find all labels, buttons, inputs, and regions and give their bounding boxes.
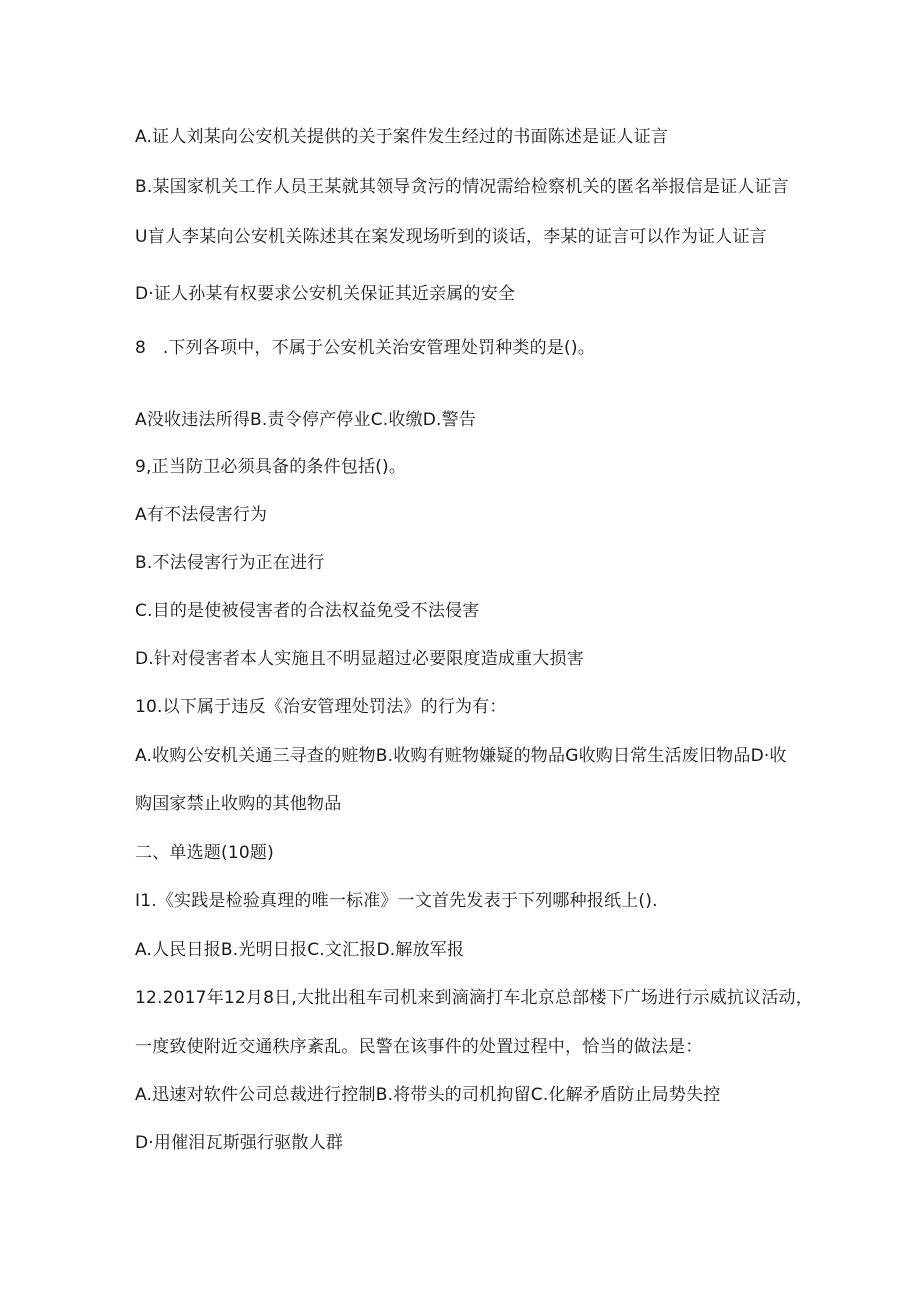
question-12-continued: 一度致使附近交通秩序紊乱。民警在该事件的处置过程中，恰当的做法是：: [135, 1037, 703, 1057]
options-q11: A.人民日报B.光明日报C.文汇报D.解放军报: [135, 940, 465, 960]
question-11: I1.《实践是检验真理的唯一标准》一文首先发表于下列哪种报纸上().: [135, 891, 658, 911]
option-a-q7: A.证人刘某向公安机关提供的关于案件发生经过的书面陈述是证人证言: [135, 127, 669, 147]
options-q8: A没收违法所得B.责令停产停业C.收缴D.警告: [135, 410, 477, 430]
option-d-q12: D·用催泪瓦斯强行驱散人群: [135, 1133, 344, 1153]
section-heading: 二、单选题(10题): [135, 843, 274, 863]
options-q10-continued: 购国家禁止收购的其他物品: [135, 794, 342, 814]
question-12: 12.2017年12月8日,大批出租车司机来到滴滴打车北京总部楼下广场进行示威抗议活动，: [135, 988, 813, 1008]
option-a-q9: A有不法侵害行为: [135, 505, 268, 525]
question-10: 10.以下属于违反《治安管理处罚法》的行为有：: [135, 697, 507, 717]
option-b-q7: B.某国家机关工作人员王某就其领导贪污的情况需给检察机关的匿名举报信是证人证言: [135, 177, 789, 197]
options-q12: A.迅速对软件公司总裁进行控制B.将带头的司机拘留C.化解矛盾防止局势失控: [135, 1085, 721, 1105]
question-8: 8 .下列各项中，不属于公安机关治安管理处罚种类的是()。: [135, 338, 595, 358]
option-b-q9: B.不法侵害行为正在进行: [135, 553, 325, 573]
option-d-q9: D.针对侵害者本人实施且不明显超过必要限度造成重大损害: [135, 649, 584, 669]
option-d-q7: D·证人孙某有权要求公安机关保证其近亲属的安全: [135, 284, 516, 304]
option-c-q7: U盲人李某向公安机关陈述其在案发现场听到的谈话，李某的证言可以作为证人证言: [135, 227, 767, 247]
option-c-q9: C.目的是使被侵害者的合法权益免受不法侵害: [135, 601, 480, 621]
question-9: 9,正当防卫必须具备的条件包括()。: [135, 457, 407, 477]
options-q10: A.收购公安机关通三寻查的赃物B.收购有赃物嫌疑的物品G收购日常生活废旧物品D·收: [135, 746, 787, 766]
